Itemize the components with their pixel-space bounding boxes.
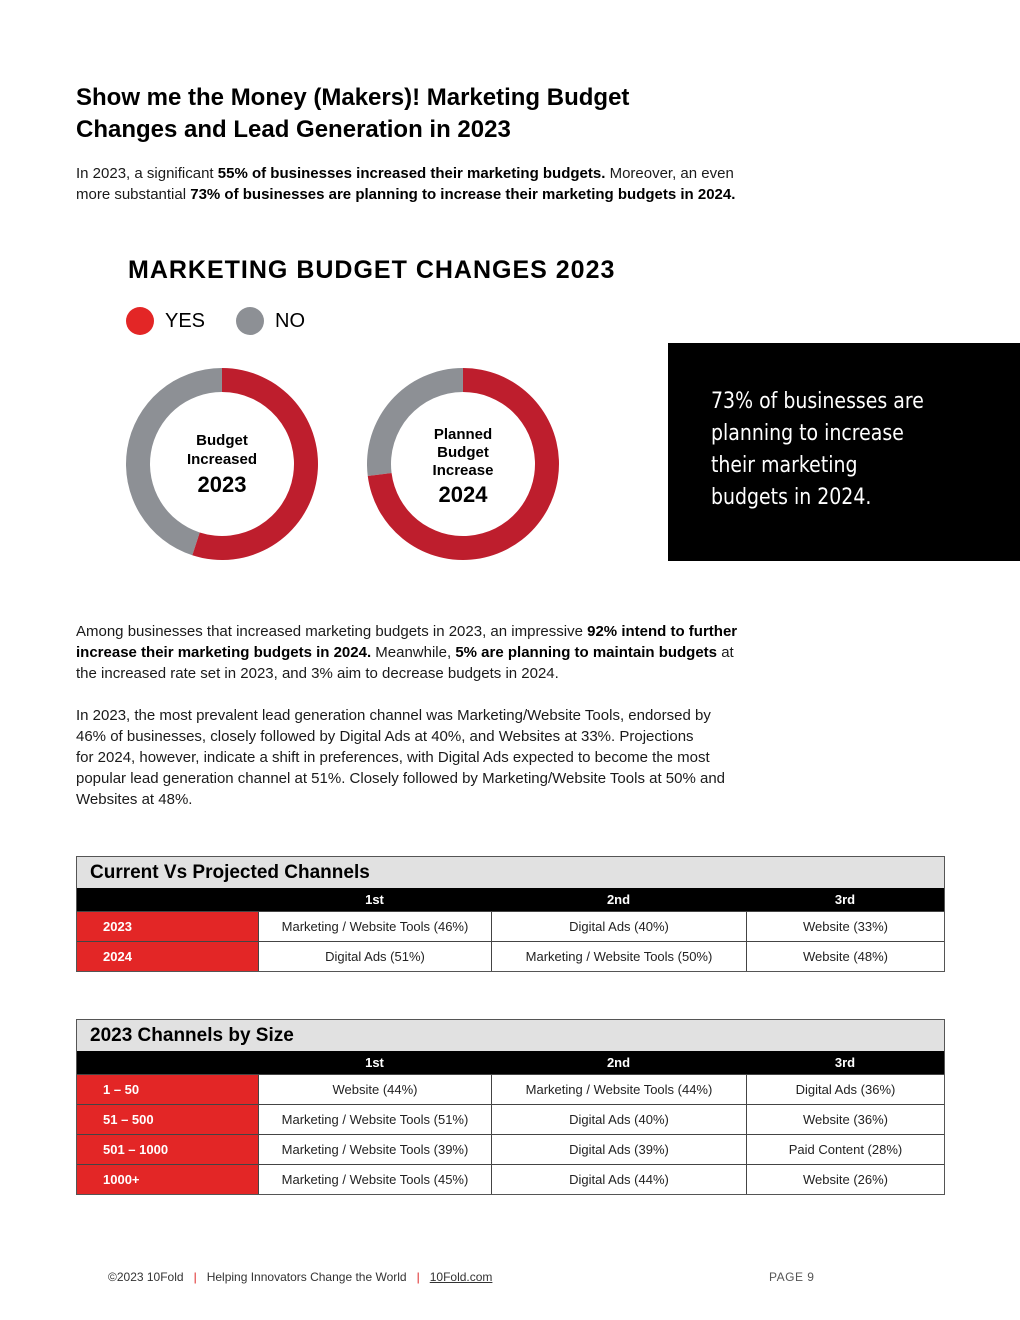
text-bold: increase their marketing budgets in 2024.: [76, 644, 372, 661]
table-title: 2023 Channels by Size: [77, 1020, 944, 1051]
table-header-row: [77, 1051, 944, 1074]
table-header-cell: 2nd: [606, 1055, 631, 1070]
table-row: [77, 1104, 944, 1134]
table-header-cell: 2nd: [606, 892, 631, 907]
donut-label: Budget: [196, 432, 248, 449]
footer: [108, 1270, 492, 1284]
text-bold: 5% are planning to maintain budgets: [455, 644, 718, 661]
text: Meanwhile,: [371, 644, 456, 661]
table-cell: Website (48%): [746, 942, 944, 971]
table-row: [77, 1074, 944, 1104]
text-bold: 92% intend to further: [587, 623, 738, 640]
table-row: [77, 911, 944, 941]
chart-title: MARKETING BUDGET CHANGES 2023: [128, 256, 616, 284]
legend-dot-no: [236, 307, 264, 335]
footer-copyright: ©2023 10Fold: [108, 1270, 184, 1284]
table-cell: Website (26%): [746, 1165, 944, 1194]
text: In 2023, a significant: [76, 165, 218, 182]
donut-year: 2024: [438, 482, 488, 507]
page-number: PAGE 9: [769, 1270, 815, 1284]
table-cell: Paid Content (28%): [746, 1135, 944, 1164]
table-row: [77, 1164, 944, 1194]
text: popular lead generation channel at 51%. Closely followed by Marketing/Website Tools at 50% and: [76, 770, 726, 787]
table-cell: Marketing / Website Tools (44%): [491, 1075, 746, 1104]
channels-by-size-table: [76, 1019, 945, 1195]
table-cell: Marketing / Website Tools (46%): [258, 912, 491, 941]
current-vs-projected-table: [76, 856, 945, 972]
callout-text: planning to increase: [711, 421, 904, 446]
callout-text: 73% of businesses are: [711, 389, 924, 414]
callout-box: [668, 343, 1020, 561]
text-bold: 73% of businesses are planning to increase their marketing budgets in 2024.: [190, 186, 736, 203]
table-header-cell: 1st: [365, 1055, 384, 1070]
table-cell: Marketing / Website Tools (39%): [258, 1135, 491, 1164]
text: more substantial: [76, 186, 191, 203]
table-cell: Digital Ads (36%): [746, 1075, 944, 1104]
table-cell: Digital Ads (40%): [491, 1105, 746, 1134]
title-line: Show me the Money (Makers)! Marketing Budget: [76, 84, 630, 111]
row-label: 501 – 1000: [77, 1135, 258, 1164]
text: Among businesses that increased marketing budgets in 2023, an impressive: [76, 623, 588, 640]
page-title: [76, 82, 796, 146]
donut-label: Increased: [186, 451, 258, 468]
title-line: Changes and Lead Generation in 2023: [76, 116, 511, 143]
table-cell: Website (44%): [258, 1075, 491, 1104]
table-cell: Digital Ads (51%): [258, 942, 491, 971]
intro-paragraph: [76, 163, 735, 205]
table-cell: Digital Ads (40%): [491, 912, 746, 941]
legend-yes: [126, 306, 205, 336]
table-cell: Website (33%): [746, 912, 944, 941]
table-cell: Marketing / Website Tools (45%): [258, 1165, 491, 1194]
text: for 2024, however, indicate a shift in preferences, with Digital Ads expected to become the most: [76, 749, 710, 766]
donut-label: Budget: [437, 444, 489, 461]
table-row: [77, 941, 944, 971]
table-cell: Website (36%): [746, 1105, 944, 1134]
text: at: [717, 644, 734, 661]
legend-no: [236, 306, 305, 336]
table-title: Current Vs Projected Channels: [77, 857, 944, 888]
row-label: 1000+: [77, 1165, 258, 1194]
callout-text: budgets in 2024.: [711, 485, 872, 510]
budget-paragraph: [76, 621, 737, 684]
table-row: [77, 1134, 944, 1164]
footer-separator: |: [416, 1270, 420, 1284]
donut-label: Increase: [432, 462, 494, 479]
footer-separator: |: [193, 1270, 197, 1284]
table-header-cell: [77, 888, 258, 911]
footer-link[interactable]: 10Fold.com: [429, 1270, 493, 1284]
text: the increased rate set in 2023, and 3% aim to decrease budgets in 2024.: [76, 665, 559, 682]
row-label: 2024: [77, 942, 258, 971]
text: 46% of businesses, closely followed by Digital Ads at 40%, and Websites at 33%. Projections: [76, 728, 694, 745]
donut-chart-2023: [124, 366, 320, 562]
donut-label: Planned: [433, 426, 493, 443]
row-label: 1 – 50: [77, 1075, 258, 1104]
text-bold: 55% of businesses increased their marketing budgets.: [217, 165, 606, 182]
table-header-cell: [77, 1051, 258, 1074]
table-header-row: [77, 888, 944, 911]
table-cell: Marketing / Website Tools (50%): [491, 942, 746, 971]
table-header-cell: 3rd: [834, 892, 856, 907]
donut-chart-2024: [365, 366, 561, 562]
text: Websites at 48%.: [76, 791, 193, 808]
text: Moreover, an even: [605, 165, 734, 182]
table-header-cell: 3rd: [834, 1055, 856, 1070]
channels-paragraph: [76, 705, 725, 810]
legend-dot-yes: [126, 307, 154, 335]
footer-tagline: Helping Innovators Change the World: [206, 1270, 407, 1284]
callout-text: their marketing: [711, 453, 858, 478]
legend-label-yes: YES: [165, 309, 206, 332]
text: In 2023, the most prevalent lead generation channel was Marketing/Website Tools, endorsed by: [76, 707, 711, 724]
table-cell: Digital Ads (39%): [491, 1135, 746, 1164]
table-header-cell: 1st: [365, 892, 384, 907]
table-cell: Marketing / Website Tools (51%): [258, 1105, 491, 1134]
row-label: 51 – 500: [77, 1105, 258, 1134]
legend-label-no: NO: [275, 309, 305, 332]
row-label: 2023: [77, 912, 258, 941]
donut-year: 2023: [197, 472, 247, 497]
table-cell: Digital Ads (44%): [491, 1165, 746, 1194]
